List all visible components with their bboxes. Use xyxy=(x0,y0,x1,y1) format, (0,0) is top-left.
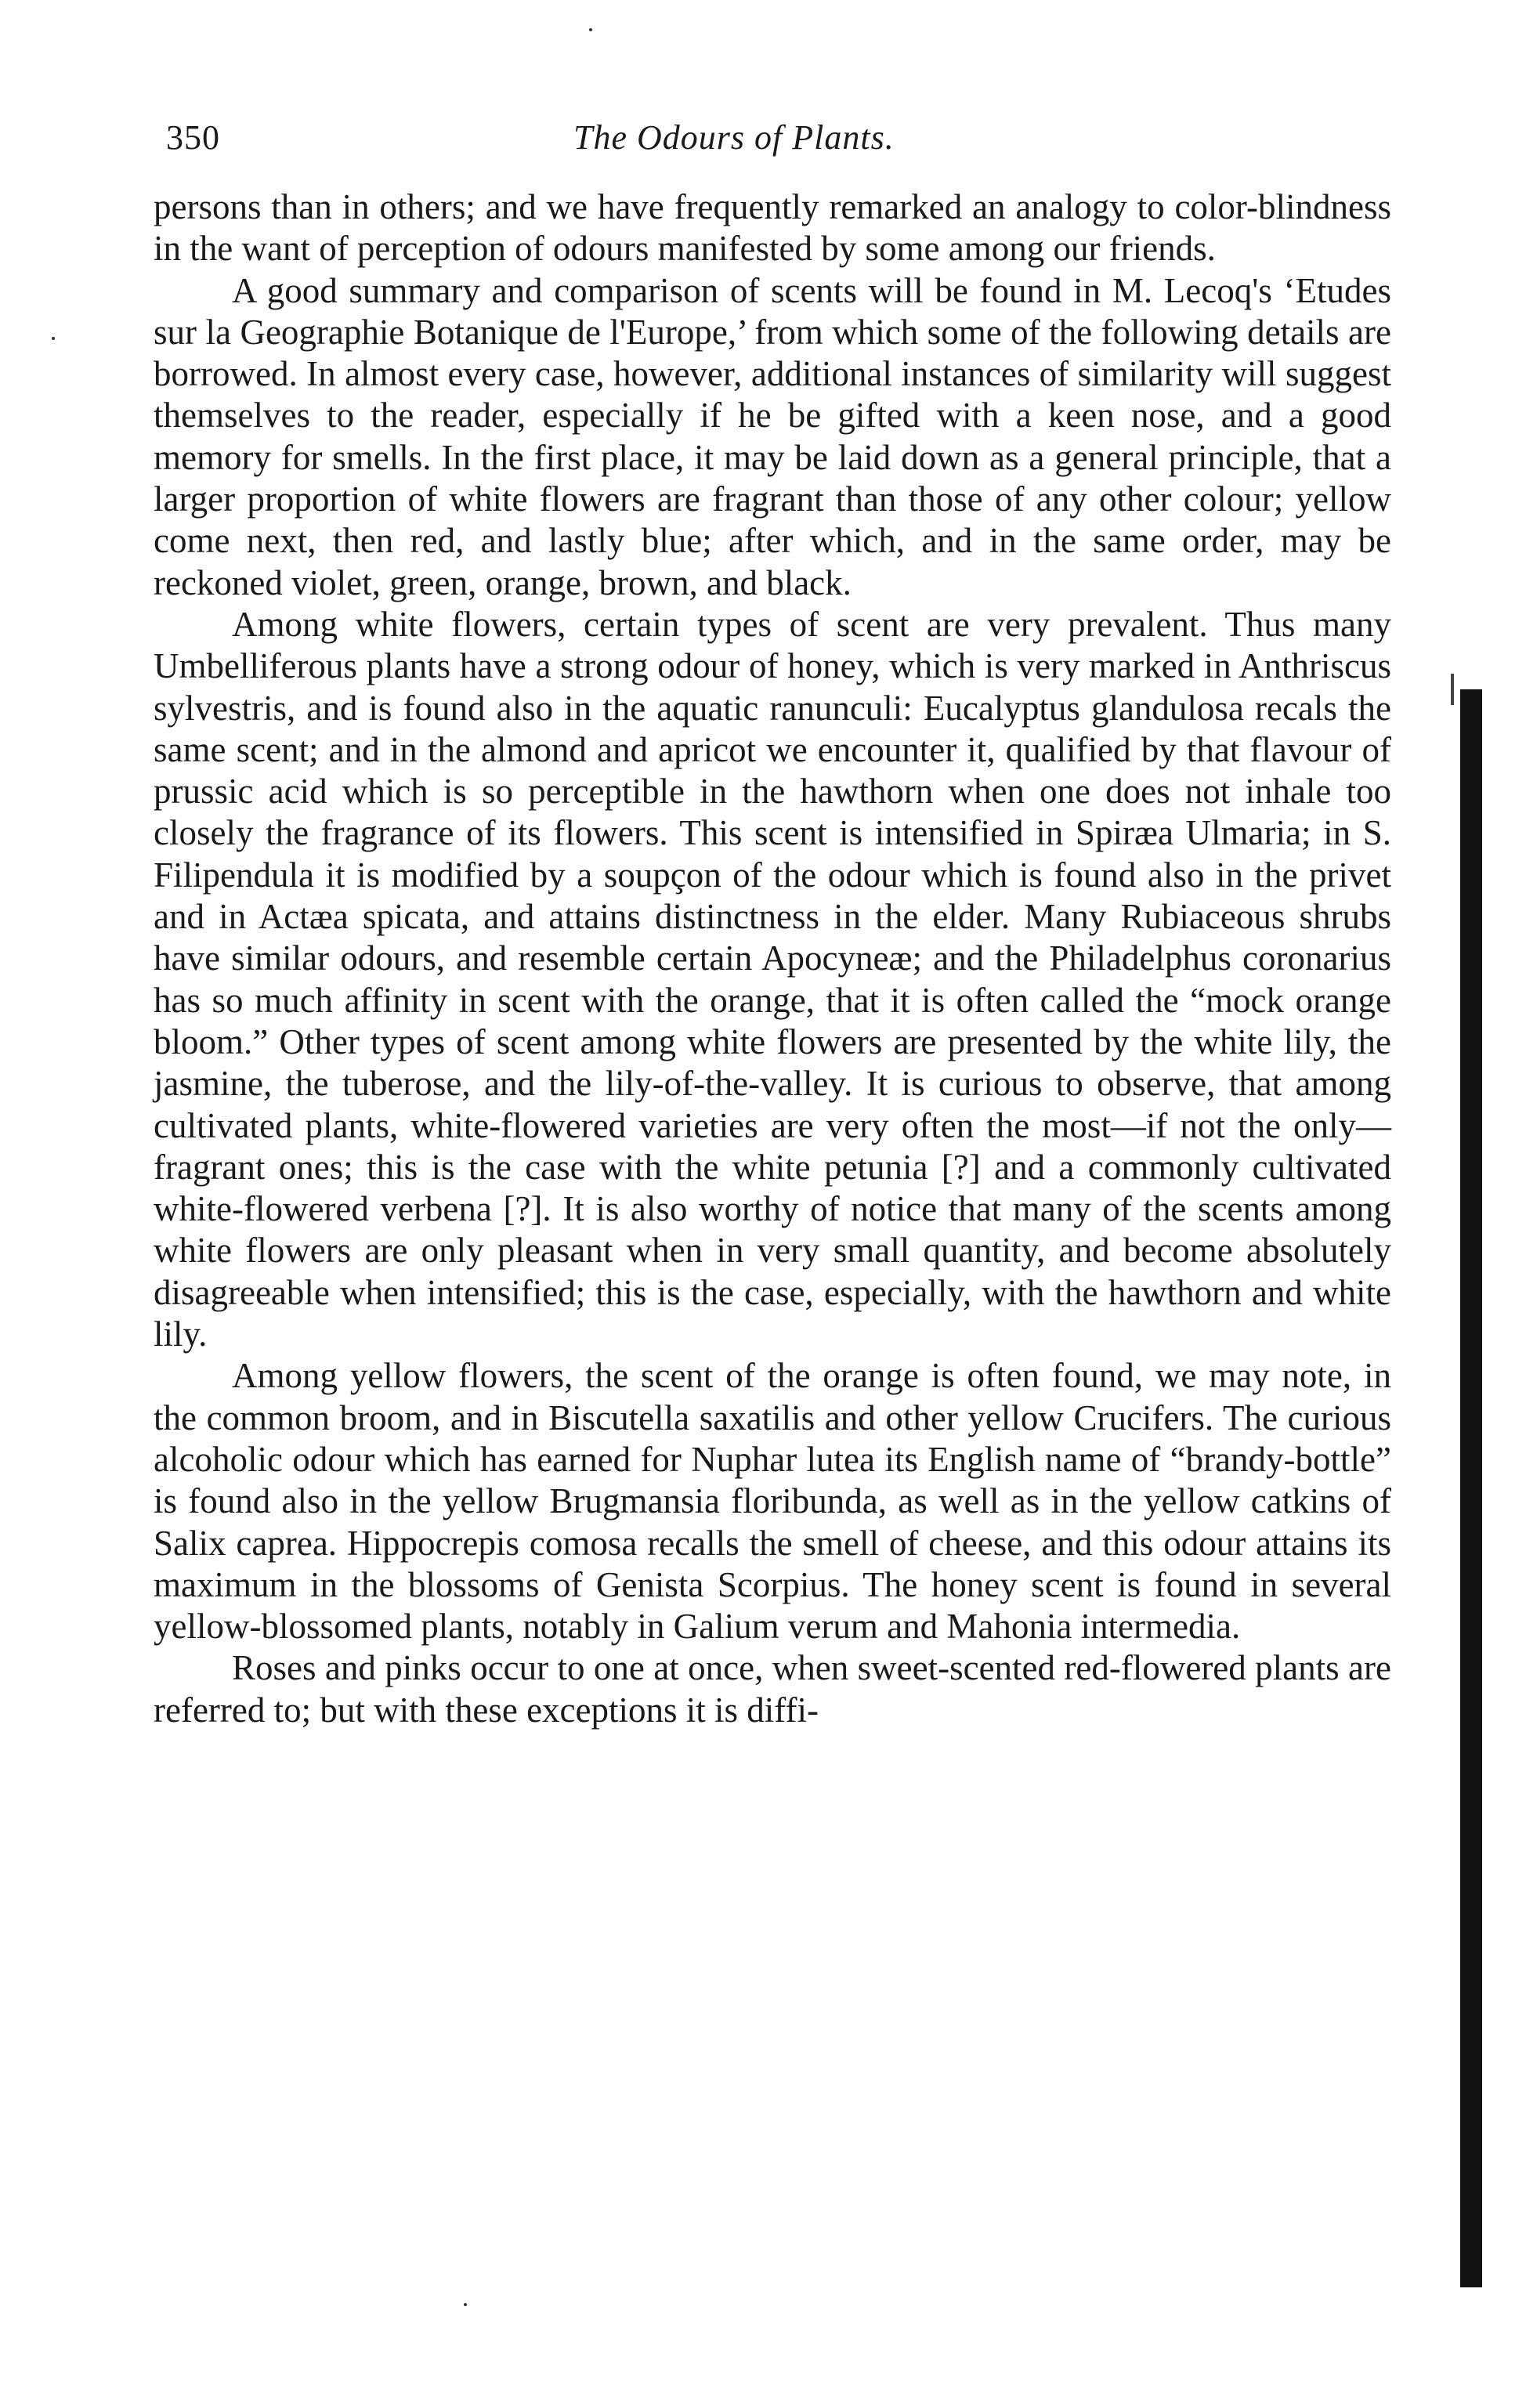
paragraph-continuation: persons than in others; and we have frequently remarked an analogy to color-blindness in the want of perception of odours manifested by some among our friends. xyxy=(154,187,1391,269)
paragraph-white-flowers: Among white flowers, certain types of scent are very prevalent. Thus many Umbelliferous plants have a strong odour of honey, which is very marked in Anthriscus sylvestris, and is found also in the aquatic ranunculi: Eucalyptus glandulosa recals the same scent; and in the almond and apricot we encounter it, qualified by that flavour of prussic acid which is so perceptible in the hawthorn when one does not inhale too closely the fragrance of its flowers. This scent is intensified in Spiræa Ulmaria; in S. Filipendula it is modified by a soupçon of the odour which is found also in the privet and in Actæa spicata, and attains distinctness in the elder. Many Rubiaceous shrubs have similar odours, and resemble certain Apocyneæ; and the Philadelphus coronarius has so much affinity in scent with the orange, that it is often called the “mock orange bloom.” Other types of scent among white flowers are presented by the white lily, the jasmine, the tuberose, and the lily-of-the-valley. It is curious to observe, that among cultivated plants, white-flowered varieties are very often the most—if not the only—fragrant ones; this is the case with the white petunia [?] and a commonly cultivated white-flowered verbena [?]. It is also worthy of notice that many of the scents among white flowers are only pleasant when in very small quantity, and become absolutely disagreeable when intensified; this is the case, especially, with the hawthorn and white lily. xyxy=(154,604,1391,1354)
paragraph-red-flowers: Roses and pinks occur to one at once, when sweet-scented red-flowered plants are referred to; but with these exceptions it is diffi- xyxy=(154,1648,1391,1730)
scan-speck xyxy=(52,337,55,340)
paragraph-lecoq-summary: A good summary and comparison of scents will be found in M. Lecoq's ‘Etudes sur la Geographie Botanique de l'Europe,’ from which some of the following details are borrowed. In almost every case, however, additional instances of similarity will suggest themselves to the reader, especially if he be gifted with a keen nose, and a good memory for smells. In the first place, it may be laid down as a general principle, that a larger proportion of white flowers are fragrant than those of any other colour; yellow come next, then red, and lastly blue; after which, and in the same order, may be reckoned violet, green, orange, brown, and black. xyxy=(154,270,1391,602)
scan-speck xyxy=(464,2303,467,2306)
body-text xyxy=(154,186,1391,1731)
scan-page-edge xyxy=(1460,689,1482,2287)
scan-edge-mark xyxy=(1451,674,1454,705)
running-title: The Odours of Plants. xyxy=(573,118,895,157)
scan-speck xyxy=(589,28,592,31)
paragraph-yellow-flowers: Among yellow flowers, the scent of the orange is often found, we may note, in the common broom, and in Biscutella saxatilis and other yellow Crucifers. The curious alcoholic odour which has earned for Nuphar lutea its English name of “brandy-bottle” is found also in the yellow Brugmansia floribunda, as well as in the yellow catkins of Salix caprea. Hippocrepis comosa recalls the smell of cheese, and this odour attains its maximum in the blossoms of Genista Scorpius. The honey scent is found in several yellow-blossomed plants, notably in Galium verum and Mahonia intermedia. xyxy=(154,1356,1391,1647)
page-number: 350 xyxy=(166,118,220,157)
running-head xyxy=(166,118,1419,165)
